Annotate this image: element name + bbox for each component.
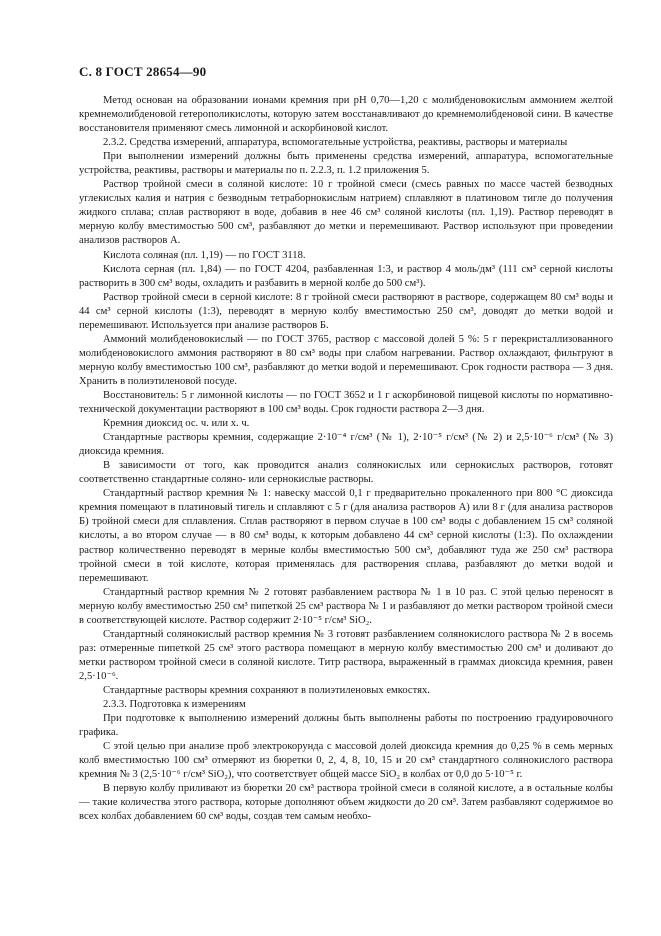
- paragraph-calibration: С этой целью при анализе проб электрокорунда с массовой долей диоксида кремния до 0,25 % в семь мерных колб вместимостью 100 см³ отмеряют из бюретки 0, 2, 4, 8, 10, 15 и 20 см³ стандартного солянокислого раствора кремния № 3 (2,5·10⁻⁶ г/см³ SiO₂), что соответствует общей массе SiO₂ в колбах от 0,0 до 5·10⁻⁵ г.: [79, 741, 613, 781]
- section-2-3-3-heading: 2.3.3. Подготовка к измерениям: [103, 699, 246, 711]
- paragraph-first-flask: В первую колбу приливают из бюретки 20 см³ раствора тройной смеси в соляной кислоте, а в остальные колбы — такие количества этого раствора, которые дополняют объем жидкости до 20 см³. Затем разбавляют содержимое во всех колбах добавлением 60 см³ воды, создав тем самым необхо-: [79, 783, 613, 823]
- paragraph-silica: Кремния диоксид ос. ч. или х. ч.: [103, 418, 250, 430]
- paragraph-ammonium-molybdate: Аммоний молибденовокислый — по ГОСТ 3765, раствор с массовой долей 5 %: 5 г перекристаллизованного молибденовокислого аммония растворяют в 80 см³ воды при слабом нагревании. Раствор охлаждают, фильтруют в мерную колбу вместимостью 100 см³, разбавляют до метки водой и перемешивают. Срок годности раствора — 3 дня. Хранить в полиэтиленовой посуде.: [79, 333, 613, 387]
- paragraph-dependency: В зависимости от того, как проводится анализ солянокислых или сернокислых растворов, готовят соответственно стандартные солянo- или сернокислые растворы.: [79, 460, 613, 486]
- paragraph-standard-solutions: Стандартные растворы кремния, содержащие 2·10⁻⁴ г/см³ (№ 1), 2·10⁻⁵ г/см³ (№ 2) и 2,5·10⁻⁶ г/см³ (№ 3) диоксида кремния.: [79, 432, 613, 458]
- paragraph-preparation: При подготовке к выполнению измерений должны быть выполнены работы по построению градуировочного графика.: [79, 713, 613, 739]
- paragraph-h2so4: Кислота серная (пл. 1,84) — по ГОСТ 4204, разбавленная 1:3, и раствор 4 моль/дм³ (111 см³ серной кислоты растворить в 300 см³ воды, охладить и разбавить в мерной колбе до 500 см³).: [79, 263, 613, 289]
- paragraph-standard-3: Стандартный солянокислый раствор кремния № 3 готовят разбавлением солянокислого раствора № 2 в восемь раз: отмеренные пипеткой 25 см³ этого раствора помещают в мерную колбу вместимостью 200 см³ и доливают до метки раствором тройной смеси в соляной кислоте. Титр раствора, выраженный в граммах диоксида кремния, равен 2,5·10⁻⁶.: [79, 628, 613, 682]
- document-body: [79, 94, 613, 824]
- paragraph-triple-mix-hcl: Раствор тройной смеси в соляной кислоте: 10 г тройной смеси (смесь равных по массе частей безводных углекислых калия и натрия с безводным тетраборнокислым натрием) сплавляют в платиновом тигле до получения жидкого сплава; сплав растворяют в воде, добавив в нее 46 см³ соляной кислоты (пл. 1,19). Раствор переводят в мерную колбу вместимостью 500 см³, разбавляют до метки и перемешивают. Раствор используют при проведении анализов растворов А.: [79, 179, 613, 247]
- paragraph-reducer: Восстановитель: 5 г лимонной кислоты — по ГОСТ 3652 и 1 г аскорбиновой пищевой кислоты по нормативно-технической документации растворяют в 100 см³ воды. Срок годности раствора 2—3 дня.: [79, 389, 613, 416]
- paragraph-standard-1: Стандартный раствор кремния № 1: навеску массой 0,1 г предварительно прокаленного при 800 °С диоксида кремния помещают в платиновый тигель и сплавляют с 5 г (для анализа растворов А) или 8 г (для анализа растворов Б) тройной смеси для сплавления. Сплав растворяют в первом случае в 100 см³ воды с добавлением 15 см³ соляной кислоты, а во втором случае — в 80 см³ воды, к которым добавлено 44 см³ серной кислоты (1:3). По охлаждении раствор количественно переводят в мерные колбы вместимостью 500 см³, добавляют туда же 250 см³ раствора тройной смеси в той кислоте, которая применялась для растворения сплава, разбавляют до метки водой и перемешивают.: [79, 488, 613, 584]
- section-2-3-2-heading: 2.3.2. Средства измерений, аппаратура, вспомогательные устройства, реактивы, растворы и материалы: [103, 137, 568, 149]
- paragraph-hcl: Кислота соляная (пл. 1,19) — по ГОСТ 3118.: [103, 249, 306, 261]
- paragraph-standard-2: Стандартный раствор кремния № 2 готовят разбавлением раствора № 1 в 10 раз. С этой целью переносят в мерную колбу вместимостью 250 см³ пипеткой 25 см³ раствора № 1 и разбавляют до метки раствором тройной смеси в соответствующей кислоте. Раствор содержит 2·10⁻⁵ г/см³ SiO₂.: [79, 586, 613, 626]
- paragraph-triple-mix-h2so4: Раствор тройной смеси в серной кислоте: 8 г тройной смеси растворяют в растворе, содержащем 80 см³ воды и 44 см³ серной кислоты (1:3), переводят в мерную колбу вместимостью 250 см³, доводят до метки водой и перемешивают. Используется при анализе растворов Б.: [79, 291, 613, 331]
- paragraph-method: Метод основан на образовании ионами кремния при рН 0,70—1,20 с молибденовокислым аммонием желтой кремнемолибденовой гетерополикислоты, которую затем восстанавливают до кремнемолибденовой сини. В качестве восстановителя применяют смесь лимонной и аскорбиновой кислот.: [79, 95, 613, 135]
- paragraph-equipment: При выполнении измерений должны быть применены средства измерений, аппаратура, вспомогательные устройства, реактивы, растворы и материалы по п. 2.2.3, п. 1.2 приложения 5.: [79, 151, 613, 177]
- page-header: С. 8 ГОСТ 28654—90: [79, 64, 207, 79]
- paragraph-storage: Стандартные растворы кремния сохраняют в полиэтиленовых емкостях.: [103, 684, 430, 696]
